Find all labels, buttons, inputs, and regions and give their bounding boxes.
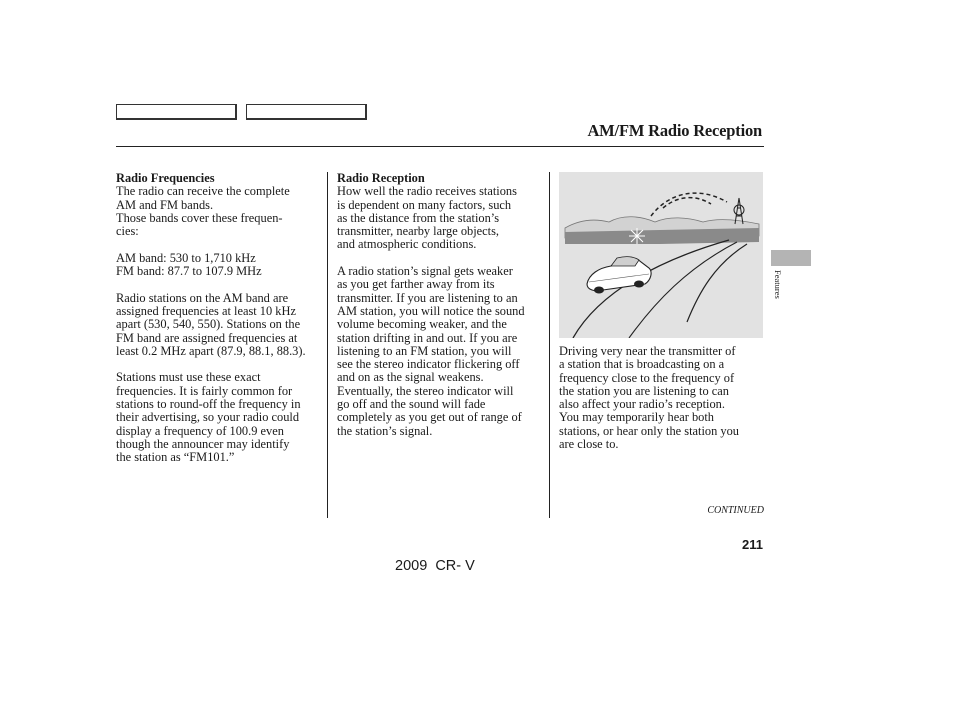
page-number: 211 [742, 537, 763, 552]
text-line: transmitter, nearby large objects, [337, 224, 500, 239]
features-side-label: Features [773, 270, 783, 299]
text-line: station drifting in and out. If you are [337, 330, 518, 345]
nav-tab-2[interactable] [246, 104, 367, 120]
column-divider-1 [327, 172, 328, 518]
am-band-line: AM band: 530 to 1,710 kHz [116, 250, 256, 265]
text-line: You may temporarily hear both [559, 410, 714, 425]
text-line: also affect your radio’s reception. [559, 397, 725, 412]
text-line: as the distance from the station’s [337, 210, 500, 225]
section-title: AM/FM Radio Reception [587, 121, 762, 140]
radio-reception-illustration [559, 172, 763, 338]
text-line: the station you are listening to can [559, 383, 729, 398]
text-line: Radio stations on the AM band are [116, 290, 289, 305]
column-divider-2 [549, 172, 550, 518]
glare-icon [629, 228, 645, 244]
text-line: are close to. [559, 437, 619, 452]
text-line: transmitter. If you are listening to an [337, 290, 518, 305]
ground [559, 244, 763, 338]
text-line: their advertising, so your radio could [116, 410, 300, 425]
text-line: though the announcer may identify [116, 436, 290, 451]
text-line: is dependent on many factors, such [337, 197, 512, 212]
signal-waves-icon [651, 193, 727, 216]
text-line: FM band are assigned frequencies at [116, 330, 298, 345]
text-line: a station that is broadcasting on a [559, 357, 725, 372]
text-line: stations, or hear only the station you [559, 423, 739, 438]
text-line: as you get farther away from its [337, 277, 495, 292]
heading-radio-frequencies: Radio Frequencies [116, 171, 215, 185]
heading-radio-reception: Radio Reception [337, 171, 425, 185]
text-line: least 0.2 MHz apart (87.9, 88.1, 88.3). [116, 343, 306, 358]
car-transmitter-drawing [559, 172, 763, 338]
text-line: frequencies. It is fairly common for [116, 383, 293, 398]
transmitter-tower-icon [734, 198, 744, 224]
footer-model: 2009 CR- V [395, 558, 475, 574]
text-line: and atmospheric conditions. [337, 237, 477, 252]
nav-tab-1[interactable] [116, 104, 237, 120]
text-line: AM and FM bands. [116, 197, 214, 212]
text-line: volume becoming weaker, and the [337, 317, 507, 332]
column-radio-reception [337, 172, 543, 438]
text-line: stations to round-off the frequency in [116, 397, 301, 412]
title-rule [116, 146, 764, 147]
text-line: Stations must use these exact [116, 370, 261, 385]
column-transmitter-interference [559, 345, 765, 451]
text-line: apart (530, 540, 550). Stations on the [116, 317, 301, 332]
text-line: and on as the signal weakens. [337, 370, 484, 385]
text-line: frequency close to the frequency of [559, 370, 735, 385]
text-line: go off and the sound will fade [337, 397, 486, 412]
text-line: see the stereo indicator flickering off [337, 357, 520, 372]
features-side-tab[interactable] [771, 250, 811, 266]
text-line: the station as “FM101.” [116, 450, 235, 465]
text-line: the station’s signal. [337, 423, 433, 438]
text-line: How well the radio receives stations [337, 184, 517, 199]
text-line: A radio station’s signal gets weaker [337, 264, 513, 279]
column-radio-frequencies [116, 172, 322, 465]
fm-band-line: FM band: 87.7 to 107.9 MHz [116, 264, 262, 279]
text-line: display a frequency of 100.9 even [116, 423, 284, 438]
text-line: listening to an FM station, you will [337, 343, 512, 358]
text-line: Eventually, the stereo indicator will [337, 383, 514, 398]
text-line: Driving very near the transmitter of [559, 344, 736, 358]
text-line: assigned frequencies at least 10 kHz [116, 303, 296, 318]
continued-label: CONTINUED [707, 505, 764, 516]
text-line: completely as you get out of range of [337, 410, 522, 425]
text-line: Those bands cover these frequen- [116, 210, 283, 225]
text-line: AM station, you will notice the sound [337, 303, 525, 318]
text-line: cies: [116, 224, 139, 239]
text-line: The radio can receive the complete [116, 184, 290, 199]
